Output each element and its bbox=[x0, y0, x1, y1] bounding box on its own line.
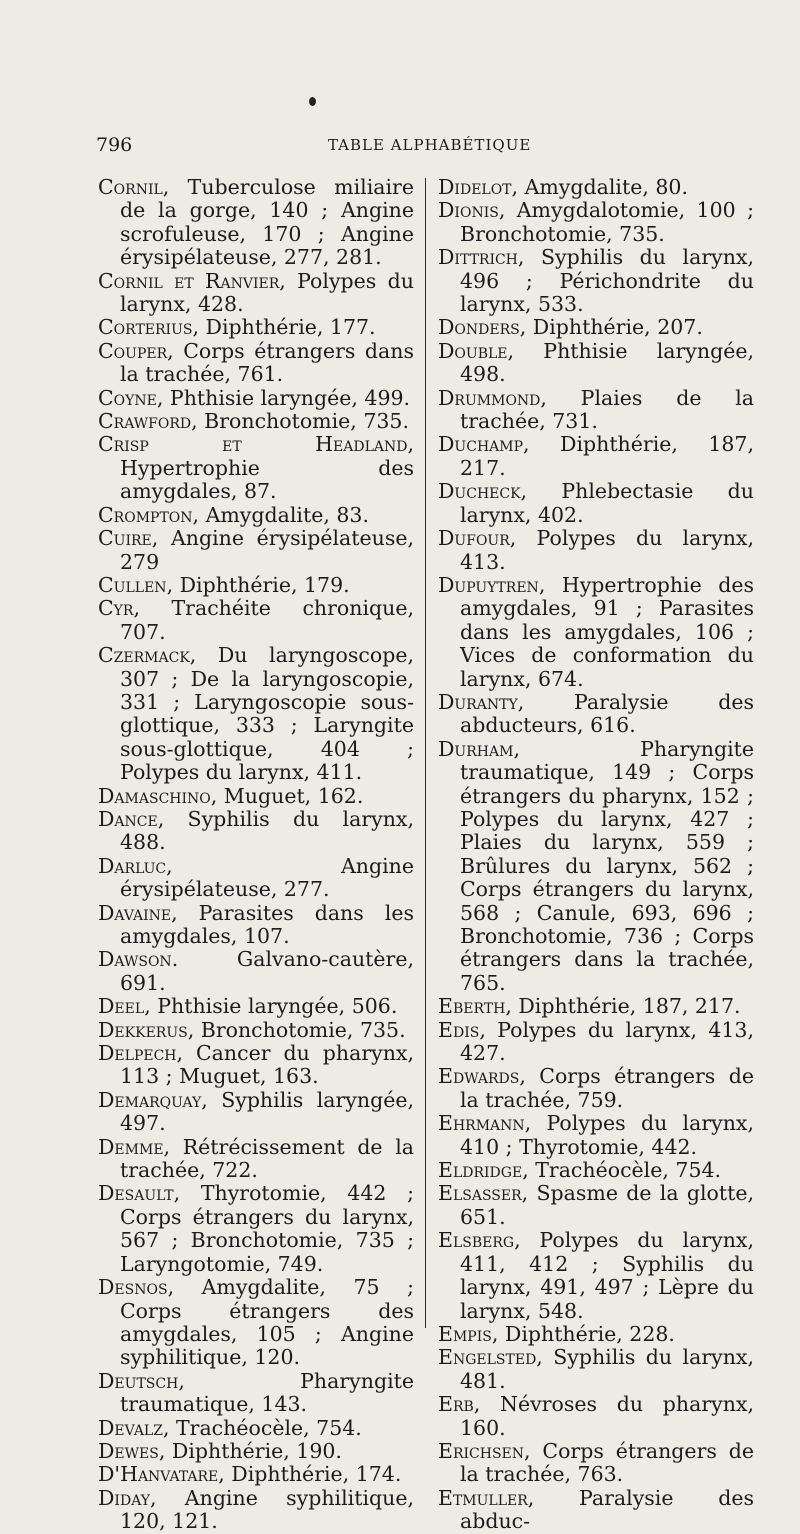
entry-references: , Amygdalite, 83. bbox=[192, 502, 369, 527]
index-entry bbox=[98, 1136, 414, 1183]
entry-author: Edwards bbox=[438, 1064, 520, 1089]
entry-references: , Diphthérie, 228. bbox=[491, 1321, 675, 1346]
entry-author: Deel bbox=[98, 994, 145, 1019]
index-entry bbox=[438, 246, 754, 316]
index-entry bbox=[98, 1417, 414, 1440]
index-entry bbox=[98, 527, 414, 574]
entry-references: , Phthisie laryngée, 499. bbox=[156, 385, 411, 410]
index-entry bbox=[98, 504, 414, 527]
entry-references: , Corps étrangers dans la trachée, 761. bbox=[120, 338, 414, 387]
index-entry bbox=[98, 1463, 414, 1486]
entry-author: Dance bbox=[98, 806, 158, 831]
entry-author: Edis bbox=[438, 1017, 480, 1042]
entry-references: , Diphthérie, 187, 217. bbox=[460, 432, 754, 480]
entry-references: , Corps étrangers de la trachée, 763. bbox=[460, 1438, 754, 1487]
entry-references: , Trachéite chronique, 707. bbox=[120, 596, 414, 644]
entry-author: Darluc bbox=[98, 853, 167, 878]
index-entry bbox=[98, 433, 414, 503]
entry-references: , Diphthérie, 190. bbox=[158, 1438, 342, 1463]
entry-references: , Diphthérie, 207. bbox=[519, 315, 703, 340]
entry-references: , Diphthérie, 179. bbox=[166, 572, 350, 597]
entry-references: , Syphilis du larynx, 481. bbox=[460, 1345, 754, 1393]
index-entry bbox=[98, 1042, 414, 1089]
entry-author: Crisp et Headland bbox=[98, 432, 408, 457]
entry-author: Ehrmann bbox=[438, 1111, 525, 1136]
index-entry bbox=[438, 316, 754, 339]
index-entry bbox=[98, 855, 414, 902]
index-entry bbox=[98, 597, 414, 644]
entry-author: Dekkerus bbox=[98, 1017, 188, 1042]
entry-references: , Angine érysipélateuse, 277. bbox=[120, 853, 414, 902]
index-entry bbox=[438, 387, 754, 434]
entry-references: , Pharyngite traumatique, 143. bbox=[120, 1368, 414, 1417]
right-column bbox=[438, 176, 754, 1534]
entry-references: , Polypes du larynx, 413, 427. bbox=[460, 1017, 754, 1066]
running-title: TABLE ALPHABÉTIQUE bbox=[328, 136, 532, 154]
entry-references: , Paralysie des abducteurs, 616. bbox=[460, 689, 754, 738]
index-entry bbox=[438, 1159, 754, 1182]
entry-references: , Syphilis du larynx, 496 ; Périchondrite du larynx, 533. bbox=[460, 245, 754, 317]
index-entry bbox=[98, 1370, 414, 1417]
entry-references: , Paralysie des abduc- bbox=[460, 1485, 754, 1534]
entry-author: Empis bbox=[438, 1321, 492, 1346]
index-entry bbox=[98, 387, 414, 410]
index-entry bbox=[98, 948, 414, 995]
entry-author: Cornil bbox=[98, 175, 163, 199]
entry-references: , Diphthérie, 177. bbox=[192, 315, 376, 340]
entry-references: , Polypes du larynx, 410 ; Thyrotomie, 442. bbox=[460, 1111, 754, 1159]
index-entry bbox=[438, 1440, 754, 1487]
index-entry bbox=[438, 1112, 754, 1159]
entry-author: Crawford bbox=[98, 409, 192, 434]
entry-references: , Bronchotomie, 735. bbox=[191, 409, 409, 434]
entry-references: , Amygdalite, 80. bbox=[511, 175, 688, 199]
entry-author: Dufour bbox=[438, 526, 510, 551]
entry-author: Didelot bbox=[438, 175, 512, 199]
entry-author: Duchamp bbox=[438, 432, 524, 457]
index-entry bbox=[438, 176, 754, 199]
index-entry bbox=[98, 340, 414, 387]
entry-author: Corterius bbox=[98, 315, 193, 340]
index-entry bbox=[98, 1487, 414, 1534]
entry-references: , Diphthérie, 174. bbox=[218, 1462, 402, 1487]
entry-author: D'Hanvatare bbox=[98, 1462, 219, 1487]
entry-author: Davaine bbox=[98, 900, 172, 925]
entry-references: , Polypes du larynx, 411, 412 ; Syphilis du larynx, 491, 497 ; Lèpre du larynx, 548. bbox=[460, 1228, 754, 1323]
entry-author: Donders bbox=[438, 315, 520, 340]
entry-author: Crompton bbox=[98, 502, 193, 527]
entry-references: , Pharyngite traumatique, 149 ; Corps étrangers du pharynx, 152 ; Polypes du larynx, 427 ; Plaies du larynx, 559 ; Brûlures du larynx, 562 ; Corps étrangers du larynx, 568 ; Canule, 693, 696 ; Bronchotomie, 736 ; Corps étrangers dans la trachée, 765. bbox=[460, 736, 754, 995]
index-entry bbox=[438, 1393, 754, 1440]
entry-author: Erb bbox=[438, 1392, 474, 1417]
index-entry bbox=[98, 1276, 414, 1370]
index-entry bbox=[98, 902, 414, 949]
entry-author: Erichsen bbox=[438, 1438, 525, 1463]
entry-references: , Corps étrangers de la trachée, 759. bbox=[460, 1064, 754, 1112]
index-entry bbox=[438, 199, 754, 246]
index-entry bbox=[98, 1440, 414, 1463]
entry-author: Devalz bbox=[98, 1415, 163, 1440]
index-entry bbox=[98, 316, 414, 339]
column-divider bbox=[425, 178, 426, 1328]
entry-references: , Angine érysipélateuse, 279 bbox=[120, 526, 414, 574]
entry-author: Cornil et Ranvier bbox=[98, 268, 280, 293]
entry-references: , Hypertrophie des amygdales, 91 ; Parasites dans les amygdales, 106 ; Vices de conformation du larynx, 674. bbox=[460, 572, 754, 691]
entry-author: Eberth bbox=[438, 994, 506, 1019]
index-entry bbox=[438, 995, 754, 1018]
entry-references: , Amygdalite, 75 ; Corps étrangers des amygdales, 105 ; Angine syphilitique, 120. bbox=[120, 1275, 414, 1370]
index-entry bbox=[438, 480, 754, 527]
index-entry bbox=[438, 1019, 754, 1066]
index-entry bbox=[98, 176, 414, 270]
index-entry bbox=[438, 527, 754, 574]
entry-author: Ducheck bbox=[438, 479, 521, 504]
index-entry bbox=[438, 574, 754, 691]
left-column bbox=[98, 176, 414, 1534]
entry-references: , Amygdalotomie, 100 ; Bronchotomie, 735. bbox=[460, 198, 754, 246]
entry-author: Dittrich bbox=[438, 245, 518, 270]
entry-references: . Galvano-cautère, 691. bbox=[120, 947, 414, 995]
index-entry bbox=[98, 410, 414, 433]
entry-author: Cyr bbox=[98, 596, 134, 621]
index-entry bbox=[438, 691, 754, 738]
index-entry bbox=[98, 1182, 414, 1276]
entry-references: , Phthisie laryngée, 498. bbox=[460, 338, 754, 387]
entry-author: Desault bbox=[98, 1181, 174, 1206]
index-entry bbox=[98, 270, 414, 317]
entry-references: , Névroses du pharynx, 160. bbox=[460, 1392, 754, 1440]
entry-references: , Polypes du larynx, 413. bbox=[460, 526, 754, 574]
entry-references: , Du laryngoscope, 307 ; De la laryngoscopie, 331 ; Laryngoscopie sous-glottique, 333 ; Laryngite sous-glottique, 404 ; Polypes du larynx, 411. bbox=[120, 643, 414, 785]
entry-author: Cullen bbox=[98, 572, 167, 597]
entry-author: Diday bbox=[98, 1485, 150, 1510]
entry-references: , Trachéocèle, 754. bbox=[522, 1158, 722, 1183]
entry-author: Deutsch bbox=[98, 1368, 179, 1393]
entry-references: , Phthisie laryngée, 506. bbox=[144, 994, 398, 1019]
entry-references: , Polypes du larynx, 428. bbox=[120, 268, 414, 317]
entry-author: Cuire bbox=[98, 526, 152, 551]
index-entry bbox=[98, 808, 414, 855]
entry-author: Durham bbox=[438, 736, 514, 761]
ink-dot bbox=[309, 97, 316, 106]
index-entry bbox=[438, 433, 754, 480]
index-entry bbox=[98, 644, 414, 784]
index-entry bbox=[98, 785, 414, 808]
entry-author: Duranty bbox=[438, 689, 518, 714]
entry-author: Coyne bbox=[98, 385, 157, 410]
entry-author: Couper bbox=[98, 338, 168, 363]
entry-references: , Diphthérie, 187, 217. bbox=[505, 994, 741, 1019]
entry-author: Delpech bbox=[98, 1041, 177, 1066]
entry-author: Engelsted bbox=[438, 1345, 537, 1370]
entry-author: Dewes bbox=[98, 1438, 159, 1463]
entry-author: Desnos bbox=[98, 1275, 168, 1300]
entry-author: Drummond bbox=[438, 385, 541, 410]
index-entry bbox=[438, 1323, 754, 1346]
index-entry bbox=[98, 1019, 414, 1042]
entry-author: Czermack bbox=[98, 643, 190, 668]
entry-references: , Tuberculose miliaire de la gorge, 140 ; Angine scrofuleuse, 170 ; Angine érysipélateuse, 277, 281. bbox=[120, 175, 414, 270]
entry-references: , Spasme de la glotte, 651. bbox=[460, 1181, 754, 1229]
entry-references: , Trachéocèle, 754. bbox=[162, 1415, 362, 1440]
entry-references: , Muguet, 162. bbox=[210, 783, 364, 808]
entry-author: Double bbox=[438, 338, 508, 363]
index-entry bbox=[438, 1229, 754, 1323]
entry-references: , Plaies de la trachée, 731. bbox=[460, 385, 754, 434]
page-number: 796 bbox=[96, 134, 133, 156]
entry-author: Dawson bbox=[98, 947, 172, 972]
index-entry bbox=[98, 574, 414, 597]
entry-author: Eldridge bbox=[438, 1158, 523, 1183]
index-entry bbox=[438, 1065, 754, 1112]
entry-author: Dupuytren bbox=[438, 572, 539, 597]
index-entry bbox=[438, 1487, 754, 1534]
entry-references: , Parasites dans les amygdales, 107. bbox=[120, 900, 414, 948]
entry-references: , Phlebectasie du larynx, 402. bbox=[460, 479, 754, 527]
entry-references: , Angine syphilitique, 120, 121. bbox=[120, 1485, 414, 1534]
entry-author: Elsberg bbox=[438, 1228, 515, 1253]
index-entry bbox=[98, 995, 414, 1018]
page-header bbox=[96, 134, 716, 158]
index-entry bbox=[438, 1346, 754, 1393]
entry-references: , Thyrotomie, 442 ; Corps étrangers du larynx, 567 ; Bronchotomie, 735 ; Laryngotomie, 749. bbox=[120, 1181, 414, 1276]
index-entry bbox=[438, 1182, 754, 1229]
index-entry bbox=[438, 738, 754, 995]
index-entry bbox=[98, 1089, 414, 1136]
entry-author: Demme bbox=[98, 1134, 164, 1159]
entry-references: , Cancer du pharynx, 113 ; Muguet, 163. bbox=[120, 1041, 414, 1089]
entry-references: , Hypertrophie des amygdales, 87. bbox=[120, 432, 414, 504]
index-entry bbox=[438, 340, 754, 387]
entry-references: , Syphilis du larynx, 488. bbox=[120, 806, 414, 855]
entry-author: Demarquay bbox=[98, 1087, 202, 1112]
entry-author: Damaschino bbox=[98, 783, 211, 808]
entry-author: Etmuller bbox=[438, 1485, 528, 1510]
entry-references: , Syphilis laryngée, 497. bbox=[120, 1087, 414, 1136]
entry-author: Elsasser bbox=[438, 1181, 522, 1206]
entry-references: , Rétrécissement de la trachée, 722. bbox=[120, 1134, 414, 1183]
entry-author: Dionis bbox=[438, 198, 499, 223]
entry-references: , Bronchotomie, 735. bbox=[187, 1017, 406, 1042]
